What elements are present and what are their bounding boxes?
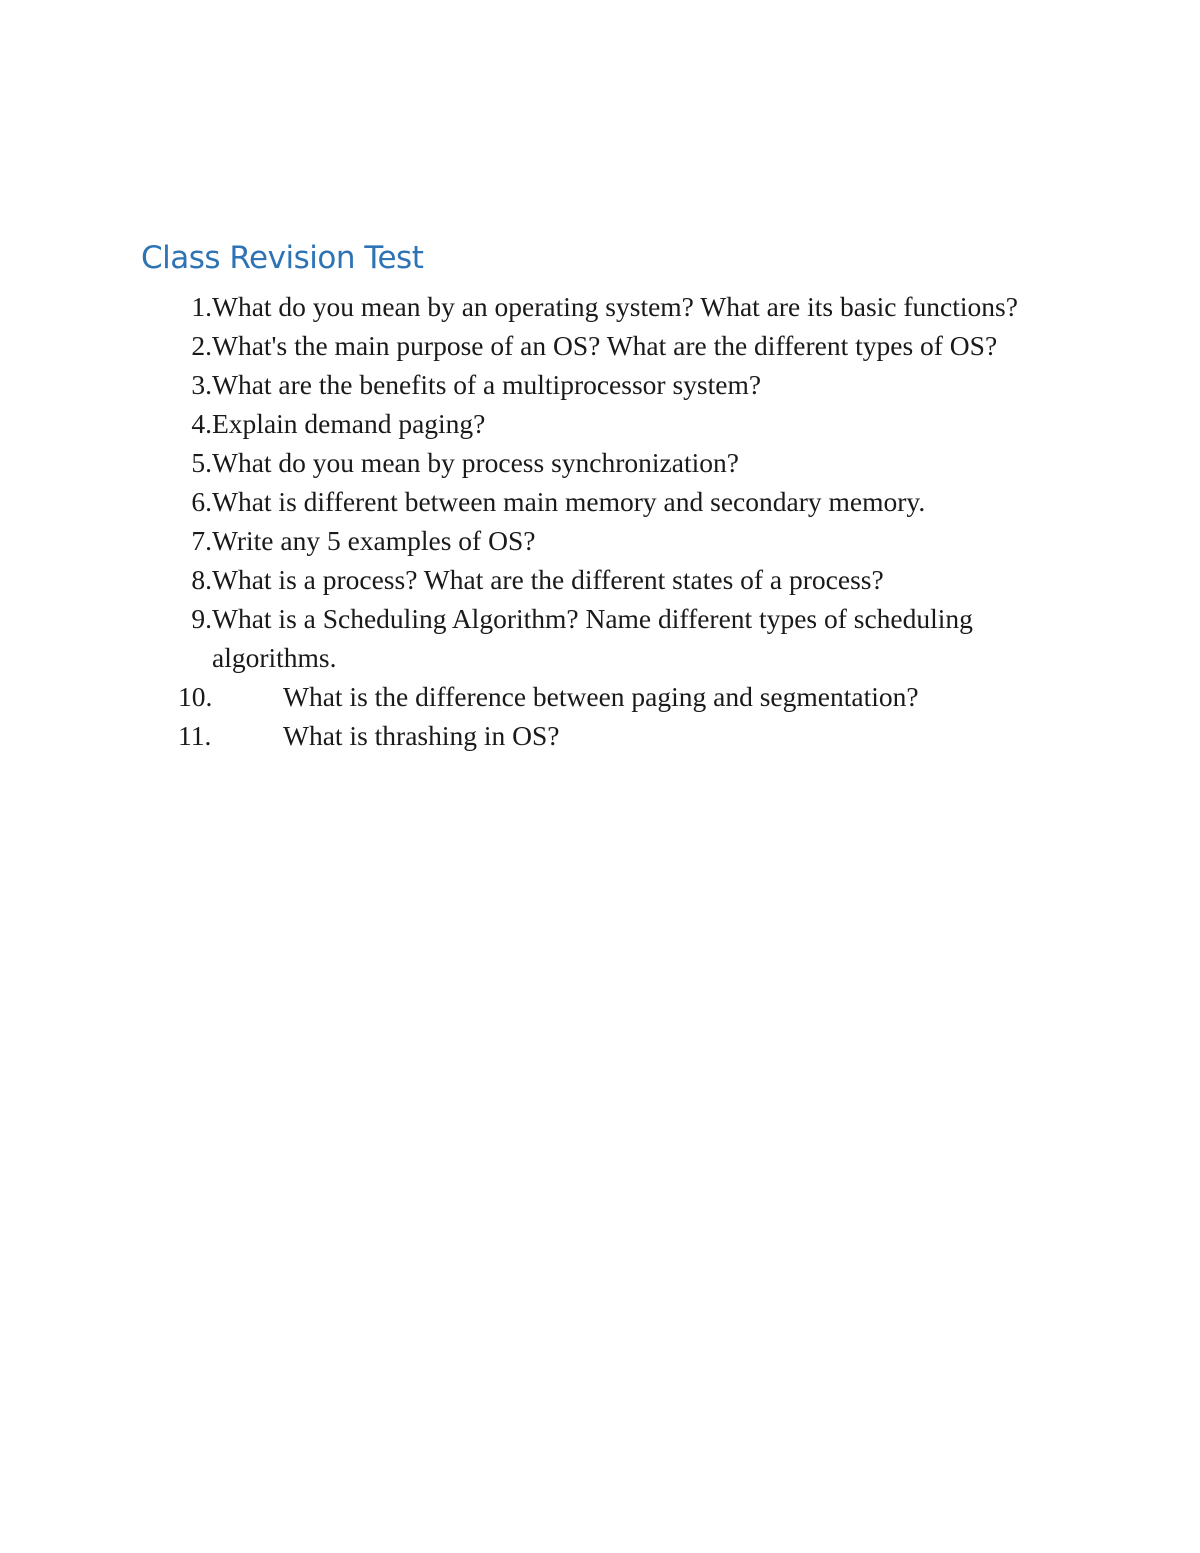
question-number: 4. — [191, 408, 212, 439]
question-item-8 — [141, 560, 1071, 599]
question-item-9 — [141, 599, 1071, 677]
question-number: 1. — [191, 291, 212, 322]
question-item-6 — [141, 482, 1071, 521]
question-number: 9. — [191, 603, 212, 634]
question-text: What is a process? What are the different states of a process? — [212, 564, 884, 595]
question-item-2 — [141, 326, 1071, 365]
question-text: What is different between main memory and secondary memory. — [212, 486, 926, 517]
question-text: What's the main purpose of an OS? What are the different types of OS? — [212, 330, 998, 361]
question-number: 10. — [178, 681, 213, 712]
document-title: Class Revision Test — [141, 240, 424, 276]
question-number: 11. — [178, 720, 212, 751]
question-item-7 — [141, 521, 1071, 560]
question-list — [141, 287, 1071, 755]
question-item-10 — [141, 677, 1071, 716]
question-text: What do you mean by process synchronization? — [212, 447, 739, 478]
question-text: What is a Scheduling Algorithm? Name different types of scheduling algorithms. — [212, 603, 973, 673]
question-item-3 — [141, 365, 1071, 404]
question-text: What are the benefits of a multiprocessor system? — [212, 369, 762, 400]
question-text: What is the difference between paging and segmentation? — [283, 681, 919, 712]
question-number: 7. — [191, 525, 212, 556]
question-number: 6. — [191, 486, 212, 517]
question-item-5 — [141, 443, 1071, 482]
question-text: Write any 5 examples of OS? — [212, 525, 536, 556]
question-text: Explain demand paging? — [212, 408, 486, 439]
question-number: 2. — [191, 330, 212, 361]
question-number: 8. — [191, 564, 212, 595]
question-number: 3. — [191, 369, 212, 400]
question-item-1 — [141, 287, 1071, 326]
question-text: What is thrashing in OS? — [283, 720, 560, 751]
question-text: What do you mean by an operating system? What are its basic functions? — [212, 291, 1018, 322]
question-number: 5. — [191, 447, 212, 478]
question-item-4 — [141, 404, 1071, 443]
question-item-11 — [141, 716, 1071, 755]
